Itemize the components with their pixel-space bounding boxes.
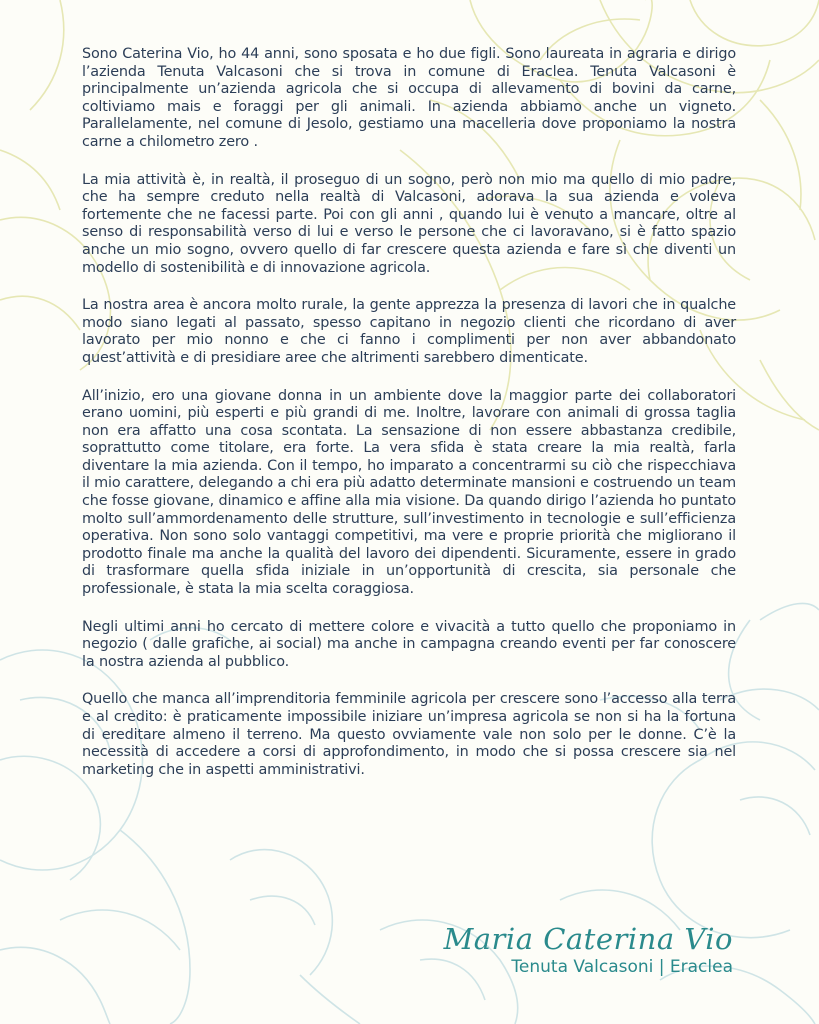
paragraph: Quello che manca all’imprenditoria femminile agricola per crescere sono l’accesso alla terra e al credito: è praticamente impossibile iniziare un’impresa agricola se non si ha la fortuna di ereditare almeno il terreno. Ma questo ovviamente vale non solo per le donne. C’è la necessità di accedere a corsi di approfondimento, in modo che si possa crescere sia nel marketing che in aspetti amministrativi. [82,691,736,778]
paragraph: Sono Caterina Vio, ho 44 anni, sono sposata e ho due figli. Sono laureata in agraria e dirigo l’azienda Tenuta Valcasoni che si trova in comune di Eraclea. Tenuta Valcasoni è principalmente un’azienda agricola che si occupa di allevamento di bovini da carne, coltiviamo mais e foraggi per gli animali. In azienda abbiamo anche un vigneto. Parallelamente, nel comune di Jesolo, gestiamo una macelleria dove proponiamo la nostra carne a chilometro zero . [82,46,736,150]
paragraph: All’inizio, ero una giovane donna in un ambiente dove la maggior parte dei collaboratori erano uomini, più esperti e più grandi di me. Inoltre, lavorare con animali di grossa taglia non era affatto una cosa scontata. La sensazione di non essere abbastanza credibile, soprattutto come titolare, era forte. La vera sfida è stata creare la mia realtà, farla diventare la mia azienda. Con il tempo, ho imparato a concentrarmi su ciò che rispecchiava il mio carattere, delegando a chi era più adatto determinate mansioni e costruendo un team che fosse giovane, dinamico e affine alla mia visione. Da quando dirigo l’azienda ho puntato molto sull’ammordenamento delle strutture, sull’investimento in tecnologie e sull’efficienza operativa. Non sono solo vantaggi competitivi, ma vere e proprie priorità che migliorano il prodotto finale ma anche la qualità del lavoro dei dipendenti. Sicuramente, essere in grado di trasformare quella sfida iniziale in un’opportunità di crescita, sia personale che professionale, è stata la mia scelta coraggiosa. [82,387,736,598]
letter-body [82,46,736,799]
paragraph: La mia attività è, in realtà, il proseguo di un sogno, però non mio ma quello di mio padre, che ha sempre creduto nella realtà di Valcasoni, adorava la sua azienda e voleva fortemente che ne facessi parte. Poi con gli anni , quando lui è venuto a mancare, oltre al senso di responsabilità verso di lui e verso le persone che ci lavoravano, si è fatto spazio anche un mio sogno, ovvero quello di far crescere questa azienda e fare sì che diventi un modello di sostenibilità e di innovazione agricola. [82,171,736,276]
signature-company: Tenuta Valcasoni | Eraclea [511,957,733,977]
paragraph: Negli ultimi anni ho cercato di mettere colore e vivacità a tutto quello che proponiamo in negozio ( dalle grafiche, ai social) ma anche in campagna creando eventi per far conoscere la nostra azienda al pubblico. [82,618,736,670]
signature-block [444,922,733,978]
paragraph: La nostra area è ancora molto rurale, la gente apprezza la presenza di lavori che in qualche modo siano legati al passato, spesso capitano in negozio clienti che ricordano di aver lavorato per mio nonno e che ci fanno i complimenti per non aver abbandonato quest’attività e di presidiare aree che altrimenti sarebbero dimenticate. [82,297,736,366]
signature-name: Maria Caterina Vio [443,922,733,956]
